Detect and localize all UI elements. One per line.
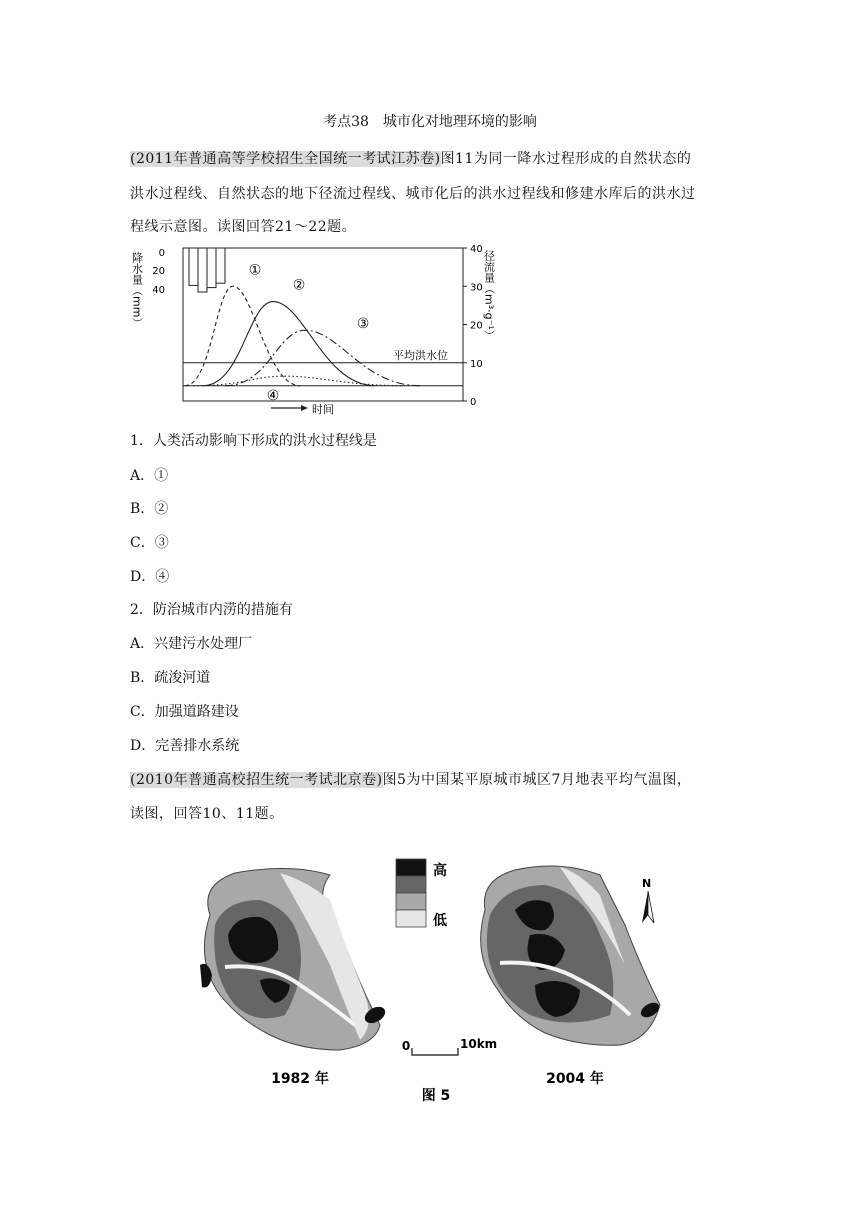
right-tick-0: 0: [470, 397, 477, 408]
north-label: N: [642, 877, 652, 890]
flood-curves: [183, 286, 463, 385]
flood-curve-3: [225, 330, 420, 385]
q1-source: (2011年普通高等学校招生全国统一考试江苏卷): [130, 151, 441, 167]
mean-flood-level-label: 平均洪水位: [393, 348, 448, 362]
left-tick-0: 0: [158, 248, 165, 259]
hydrograph-chart: [125, 238, 505, 418]
right-tick-30: 30: [470, 282, 483, 294]
scale-distance-label: 10km: [460, 1037, 498, 1051]
question-2-option-a[interactable]: A．兴建污水处理厂: [130, 636, 253, 652]
right-tick-20: 20: [470, 320, 483, 332]
page-title: 考点38 城市化对地理环境的影响: [323, 114, 537, 130]
time-axis-label: 时间: [312, 403, 334, 416]
map-legend: [396, 859, 448, 929]
legend-swatch-high: [396, 859, 426, 876]
question-1-option-a[interactable]: A．①: [130, 468, 169, 484]
question-2-option-c[interactable]: C．加强道路建设: [130, 704, 239, 720]
curve-label-1: ①: [248, 262, 262, 279]
question-1-option-b[interactable]: B．②: [130, 501, 169, 517]
rainfall-bar-4: [216, 248, 225, 283]
curve-label-2: ②: [292, 277, 306, 294]
flood-curve-4: [193, 376, 405, 386]
scale-bar: [402, 1037, 497, 1055]
q2-intro-line1: [130, 769, 691, 789]
left-axis-label: 降水量（mm）: [130, 252, 144, 329]
right-axis-label: 径流量（m³·g⁻¹）: [482, 250, 496, 341]
right-tick-10: 10: [470, 358, 483, 370]
map-2004-year-label: 2004 年: [546, 1071, 604, 1087]
q2-intro-text1: 图5为中国某平原城市城区7月地表平均气温图，: [382, 772, 692, 788]
question-2-stem: 2．防治城市内涝的措施有: [130, 602, 293, 618]
question-2-option-d[interactable]: D．完善排水系统: [130, 738, 240, 754]
rainfall-bar-3: [207, 248, 216, 288]
curve-label-4: ④: [266, 388, 280, 405]
rainfall-bars: [189, 248, 225, 292]
rainfall-bar-2: [198, 248, 207, 292]
right-axis-ticks: [463, 244, 483, 408]
q1-intro-text1: 图11为同一降水过程形成的自然状态的: [440, 151, 692, 167]
time-arrow: [271, 405, 308, 411]
flood-curve-2: [203, 302, 375, 386]
scale-zero-label: 0: [401, 1039, 411, 1053]
right-tick-40: 40: [470, 244, 483, 255]
q2-source: (2010年普通高校招生统一考试北京卷): [130, 772, 383, 788]
left-tick-40: 40: [152, 285, 165, 296]
map-1982: [200, 868, 388, 1050]
question-1-option-c[interactable]: C．③: [130, 535, 169, 551]
question-1-option-d[interactable]: D．④: [130, 569, 170, 585]
temperature-maps-figure: [180, 855, 680, 1105]
legend-swatch-mid-low: [396, 893, 426, 910]
q1-intro-line3: 程线示意图。读图回答21～22题。: [130, 219, 357, 235]
q1-intro-line2: 洪水过程线、自然状态的地下径流过程线、城市化后的洪水过程线和修建水库后的洪水过: [130, 186, 696, 202]
curve-label-3: ③: [356, 316, 370, 333]
q2-intro-line2: 读图，回答10、11题。: [130, 806, 284, 822]
map-1982-year-label: 1982 年: [271, 1071, 329, 1087]
left-tick-20: 20: [152, 266, 165, 277]
rainfall-bar-1: [189, 248, 198, 285]
legend-low-label: 低: [433, 913, 447, 929]
question-2-option-b[interactable]: B．疏浚河道: [130, 670, 211, 686]
map-2004: [481, 866, 662, 1045]
q1-intro-line1: [130, 148, 691, 168]
legend-swatch-mid-high: [396, 876, 426, 893]
flood-curve-1: [185, 286, 300, 385]
legend-swatch-low: [396, 910, 426, 927]
north-arrow-icon: [642, 877, 654, 923]
question-1-stem: 1．人类活动影响下形成的洪水过程线是: [130, 433, 377, 449]
left-axis-ticks: [152, 248, 165, 296]
legend-high-label: 高: [433, 863, 447, 879]
figure-caption: 图 5: [421, 1088, 451, 1104]
